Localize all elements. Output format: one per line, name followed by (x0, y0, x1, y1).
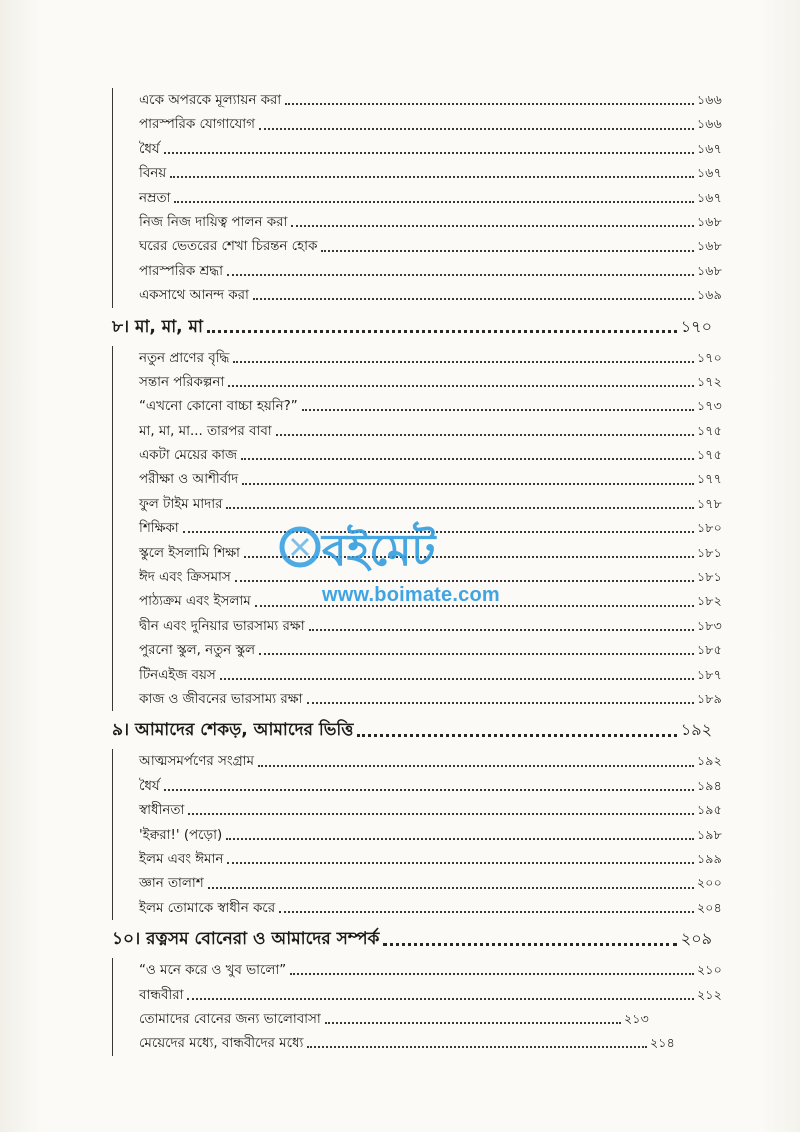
dot-leader (227, 862, 694, 864)
entry-title: মা, মা, মা... তারপর বাবা (139, 423, 272, 439)
toc-entry (139, 137, 722, 161)
toc-entry (139, 749, 722, 773)
toc-entry (139, 88, 722, 112)
dot-leader (285, 103, 694, 105)
entry-title: দ্বীন এবং দুনিয়ার ভারসাম্য রক্ষা (139, 618, 305, 634)
toc-entry (139, 112, 722, 136)
entry-page-number: ২০০ (696, 875, 722, 891)
dot-leader (357, 734, 676, 737)
entry-title: ঘরের ভেতরের শেখা চিরন্তন হোক (139, 239, 318, 255)
entry-page-number: ২১২ (696, 986, 722, 1002)
entry-title: বিনয় (139, 166, 167, 182)
entry-page-number: ১৭৩ (696, 398, 722, 414)
entry-page-number: ১৬৭ (696, 165, 722, 181)
toc-entry (139, 283, 722, 307)
entry-page-number: ১৯৮ (696, 826, 722, 842)
entry-page-number: ২১০ (696, 962, 722, 978)
entry-page-number: ১৬৭ (696, 140, 722, 156)
dot-leader (259, 653, 694, 655)
entry-page-number: ১৮৫ (696, 642, 722, 658)
entry-title: শিক্ষিকা (139, 521, 179, 537)
chapter-heading (112, 308, 712, 346)
entry-title: ইলম তোমাকে স্বাধীন করে (139, 900, 276, 916)
dot-leader (307, 1046, 647, 1048)
entry-title: টিনএইজ বয়স (139, 667, 216, 683)
dot-leader (228, 385, 694, 387)
entry-page-number: ১৮২ (696, 593, 722, 609)
toc-entry (139, 687, 722, 711)
entry-title: নিজ নিজ দায়িত্ব পালন করা (139, 214, 288, 230)
entry-title: একে অপরকে মূল্যায়ন করা (139, 93, 282, 108)
dot-leader (164, 152, 694, 154)
toc-entry (139, 847, 722, 871)
entry-title: স্বাধীনতা (139, 803, 185, 819)
entry-title: ফুল টাইম মাদার (139, 496, 223, 512)
entry-page-number: ১৮১ (696, 569, 722, 585)
entry-page-number: ২১৩ (623, 1010, 649, 1026)
dot-leader (309, 629, 694, 631)
entry-page-number: ১৬৮ (696, 238, 722, 254)
dot-leader (174, 201, 693, 203)
entry-title: ধৈর্য (139, 141, 160, 157)
entry-title: ইলম এবং ঈমান (139, 851, 224, 867)
dot-leader (220, 678, 694, 680)
entry-title: বান্ধবীরা (139, 987, 184, 1003)
toc-entry (139, 259, 722, 283)
entry-title: পাঠ্যক্রম এবং ইসলাম (139, 594, 251, 610)
dot-leader (226, 838, 694, 840)
entry-page-number: ২১৪ (649, 1035, 675, 1051)
entry-page-number: ১৮৩ (696, 617, 722, 633)
entry-page-number: ১৭৫ (696, 447, 722, 463)
dot-leader (325, 1022, 621, 1024)
entry-title: আত্মসমর্পণের সংগ্রাম (139, 754, 254, 770)
dot-leader (279, 911, 694, 913)
dot-leader (253, 298, 694, 300)
chapter-title: ৯। আমাদের শেকড়, আমাদের ভিত্তি (112, 720, 354, 741)
entry-title: ধৈর্য (139, 778, 160, 794)
chapter-page-number: ২০৯ (680, 929, 712, 949)
toc-entry (139, 1007, 649, 1031)
dot-leader (227, 274, 694, 276)
toc-entry (139, 370, 722, 394)
entry-page-number: ১৮০ (696, 520, 722, 536)
logo-text: বইমেট (322, 525, 436, 576)
toc-entry (139, 871, 722, 895)
entry-title: পারস্পরিক যোগাযোগ (139, 117, 255, 133)
toc-entry (139, 1031, 675, 1055)
toc-section (112, 88, 722, 308)
dot-leader (208, 887, 694, 889)
toc-entry (139, 234, 722, 258)
entry-title: পরীক্ষা ও আশীর্বাদ (139, 472, 239, 488)
dot-leader (187, 998, 693, 1000)
entry-page-number: ১৭৫ (696, 422, 722, 438)
entry-page-number: ১৯২ (696, 753, 722, 769)
entry-title: “ও মনে করে ও খুব ভালো” (139, 963, 287, 979)
entry-page-number: ১৬৭ (696, 189, 722, 205)
boimate-logo (278, 519, 518, 579)
toc-entry (139, 210, 722, 234)
dot-leader (290, 973, 694, 975)
dot-leader (226, 507, 693, 509)
entry-page-number: ১৯৯ (696, 850, 722, 866)
toc-entry (139, 492, 722, 516)
entry-page-number: ১৬৮ (696, 213, 722, 229)
entry-page-number: ১৬৬ (696, 92, 722, 107)
chapter-title: ১০। রত্নসম বোনেরা ও আমাদের সম্পর্ক (112, 929, 380, 950)
toc-entry (139, 467, 722, 491)
entry-title: ঈদ এবং ক্রিসমাস (139, 570, 231, 586)
entry-title: “এখনো কোনো বাচ্চা হয়নি?” (139, 399, 298, 415)
toc-entry (139, 983, 722, 1007)
dot-leader (233, 361, 694, 363)
entry-title: সন্তান পরিকল্পনা (139, 374, 225, 390)
toc-entry (139, 443, 722, 467)
dot-leader (259, 128, 694, 130)
toc-entry (139, 186, 722, 210)
dot-leader (302, 409, 694, 411)
toc-entry (139, 346, 722, 370)
chapter-page-number: ১৯২ (680, 720, 712, 740)
toc-entry (139, 798, 722, 822)
entry-page-number: ১৭২ (696, 373, 722, 389)
entry-page-number: ১৮৭ (696, 666, 722, 682)
dot-leader (321, 250, 694, 252)
toc-entry (139, 663, 722, 687)
entry-title: স্কুলে ইসলামি শিক্ষা (139, 545, 240, 561)
chapter-heading (112, 711, 712, 749)
entry-title: একটা মেয়ের কাজ (139, 448, 237, 464)
dot-leader (170, 176, 694, 178)
toc-entry (139, 394, 722, 418)
dot-leader (258, 765, 694, 767)
entry-page-number: ১৯৪ (696, 777, 722, 793)
entry-page-number: ১৭৮ (696, 495, 722, 511)
entry-title: নতুন প্রাণের বৃদ্ধি (139, 350, 230, 366)
chapter-title: ৮। মা, মা, মা (112, 316, 203, 337)
entry-page-number: ১৮১ (696, 544, 722, 560)
toc-entry (139, 638, 722, 662)
toc-section (112, 749, 722, 920)
dot-leader (241, 458, 694, 460)
entry-title: 'ইক্বরা!' (পড়ো) (139, 827, 223, 843)
toc-section (112, 958, 722, 1056)
dot-leader (242, 483, 694, 485)
watermark-url: www.boimate.com (322, 584, 500, 606)
toc-entry (139, 896, 722, 920)
entry-page-number: ১৬৮ (696, 262, 722, 278)
entry-page-number: ১৬৯ (696, 287, 722, 303)
entry-title: পুরনো স্কুল, নতুন স্কুল (139, 643, 256, 659)
entry-title: নম্রতা (139, 190, 171, 206)
toc-entry (139, 823, 722, 847)
toc-entry (139, 774, 722, 798)
toc-entry (139, 161, 722, 185)
entry-title: কাজ ও জীবনের ভারসাম্য রক্ষা (139, 691, 303, 707)
dot-leader (164, 789, 694, 791)
dot-leader (383, 943, 676, 946)
entry-page-number: ১৮৯ (696, 690, 722, 706)
entry-page-number: ১৭৭ (696, 471, 722, 487)
dot-leader (207, 330, 677, 333)
toc-entry (139, 958, 722, 982)
entry-page-number: ১৭০ (696, 349, 722, 365)
entry-title: তোমাদের বোনের জন্য ভালোবাসা (139, 1011, 321, 1027)
entry-title: পারস্পরিক শ্রদ্ধা (139, 263, 223, 279)
dot-leader (291, 225, 694, 227)
dot-leader (188, 813, 694, 815)
entry-title: মেয়েদের মধ্যে, বান্ধবীদের মধ্যে (139, 1036, 304, 1052)
chapter-page-number: ১৭০ (680, 316, 712, 336)
entry-page-number: ১৬৬ (696, 116, 722, 132)
toc-entry (139, 419, 722, 443)
watermark (278, 519, 518, 611)
entry-title: জ্ঞান তালাশ (139, 876, 204, 892)
chapter-heading (112, 920, 712, 958)
entry-page-number: ১৯৫ (696, 802, 722, 818)
entry-page-number: ২০৪ (696, 899, 722, 915)
dot-leader (307, 702, 694, 704)
toc-entry (139, 614, 722, 638)
entry-title: একসাথে আনন্দ করা (139, 288, 249, 304)
dot-leader (276, 434, 694, 436)
